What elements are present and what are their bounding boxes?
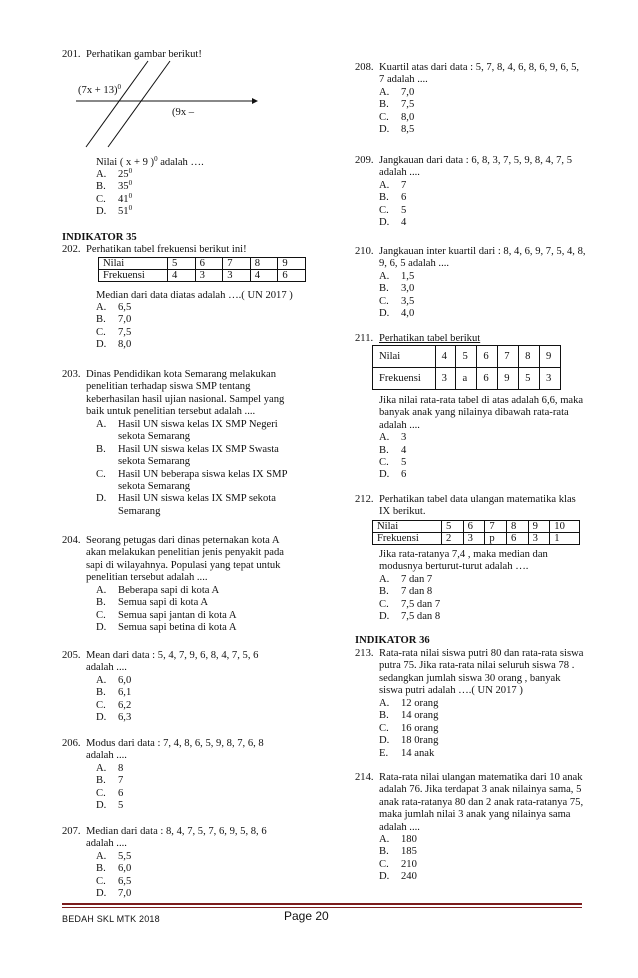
option-d[interactable]: D. 7,5 dan 8 [379,611,441,623]
frequency-table [98,257,306,282]
option-a[interactable]: A. $25^0$ [96,167,133,180]
indikator-heading: INDIKATOR 36 [355,635,430,646]
option-c[interactable]: C. 7,5 [96,326,132,338]
question-line: adalah .... [379,821,420,833]
question-number: 213. [355,648,374,659]
option-a-cont: sekota Semarang [118,431,191,443]
table-row [99,270,306,282]
question-line: Rata-rata nilai ulangan matematika dari 10 anak [379,772,583,783]
table-cell: 3 [223,270,251,282]
question-line: Perhatikan tabel data ulangan matematika klas [379,494,576,505]
table-cell: 9 [528,521,550,533]
table-cell: 3 [540,368,561,390]
question-211 [355,333,605,488]
option-d[interactable]: D. Hasil UN siswa kelas IX SMP sekota [96,493,276,505]
angle-label-1: $(7x + 13)^0$ [78,83,122,96]
option-b[interactable]: B. 7,5 [379,99,415,111]
option-c[interactable]: C. 7,5 dan 7 [379,598,441,610]
question-line: Median dari data : 8, 4, 7, 5, 7, 6, 9, 5, 8, 6 [86,826,267,837]
option-a[interactable]: A. Beberapa sapi di kota A [96,585,220,596]
option-c[interactable]: C. 6,5 [96,875,132,887]
option-b[interactable]: B. 6 [379,192,407,204]
option-b[interactable]: B. 4 [379,444,407,456]
table-cell: 6 [463,521,485,533]
question-204 [62,535,332,640]
table-cell: 1 [550,533,580,545]
option-c[interactable]: C. Hasil UN beberapa siswa kelas IX SMP [96,468,288,480]
table-cell: Nilai [373,346,436,368]
question-line: Kuartil atas dari data : 5, 7, 8, 4, 6, 8, 6, 9, 6, 5, [379,62,580,73]
option-a[interactable]: A. 5,5 [96,851,132,862]
question-number: 207. [62,826,81,837]
table-row [373,521,580,533]
table-cell: 9 [498,368,519,390]
option-d[interactable]: D. 7,0 [96,888,132,900]
table-cell: 8 [250,258,278,270]
table-cell: 8 [506,521,528,533]
table-cell: 7 [498,346,519,368]
option-c[interactable]: C. Semua sapi jantan di kota A [96,609,237,621]
option-e[interactable]: E. 14 anak [379,747,435,759]
option-a[interactable]: A. 7 [379,180,407,191]
option-b[interactable]: B. $35^0$ [96,179,133,193]
question-line: adalah .... [379,419,420,431]
table-cell: 7 [485,521,507,533]
option-d[interactable]: D. 8,5 [379,124,415,136]
question-line: putra 75. Jika rata-rata nilai seluruh siswa 78 . [379,660,575,672]
table-cell: Frekuensi [373,368,436,390]
option-d[interactable]: D. 240 [379,871,417,883]
option-c[interactable]: C. 16 orang [379,722,439,734]
option-c[interactable]: C. 210 [379,858,417,870]
question-210 [355,246,605,326]
question-line: IX berikut. [379,506,426,518]
table-cell: 4 [168,270,196,282]
table-cell: Frekuensi [373,533,442,545]
option-a[interactable]: A. 7,0 [379,87,415,98]
option-c[interactable]: C. 6 [96,787,124,799]
question-number: 203. [62,369,81,380]
question-number: 202. [62,244,81,255]
question-text: Median dari data diatas adalah ….( UN 2017 ) [96,290,293,301]
question-213 [355,648,605,763]
question-line: akan melakukan penelitian jenis penyakit pada [86,547,284,559]
question-line: Jangkauan inter kuartil dari : 8, 4, 6, 9, 7, 5, 4, 8, [379,246,586,257]
question-line: Seorang petugas dari dinas peternakan kota A [86,535,280,546]
question-line: adalah .... [86,662,127,674]
question-number: 209. [355,155,374,166]
option-d[interactable]: D. Semua sapi betina di kota A [96,622,237,634]
table-cell: 6 [195,258,223,270]
option-a[interactable]: A. 3 [379,432,407,444]
indikator-heading: INDIKATOR 35 [62,232,137,243]
question-line: penelitian terhadap siswa SMP tentang [86,381,251,393]
parallel-lines-figure [76,59,276,149]
table-cell: 4 [250,270,278,282]
option-d[interactable]: D. 4,0 [379,308,415,320]
question-201 [62,49,332,229]
table-cell: 6 [506,533,528,545]
angle-label-2: (9x – [172,107,195,118]
question-212 [355,494,605,629]
option-a[interactable]: A. 1,5 [379,271,415,282]
option-d[interactable]: D. 18 0rang [379,735,439,747]
table-cell: 9 [540,346,561,368]
option-a[interactable]: A. 12 orang [379,698,439,709]
option-c[interactable]: C. 5 [379,457,407,469]
question-title: Perhatikan gambar berikut! [86,49,202,60]
option-c[interactable]: C. 3,5 [379,295,415,307]
table-cell: 3 [435,368,456,390]
question-203 [62,369,332,529]
table-row [373,533,580,545]
footer-rule-thin [62,907,582,908]
question-205 [62,650,332,730]
question-line: sapi di wilayahnya. Populasi yang tepat untuk [86,559,281,571]
question-line: baik untuk penelitian tersebut adalah .... [86,406,256,418]
question-line: modusnya berturut-turut adalah …. [379,561,529,573]
question-line: banyak anak yang nilainya dibawah rata-rata [379,407,569,419]
question-209 [355,155,605,235]
question-number: 212. [355,494,374,505]
table-cell: Frekuensi [99,270,168,282]
option-b[interactable]: B. 185 [379,846,417,858]
question-number: 205. [62,650,81,661]
option-d[interactable]: D. 8,0 [96,339,132,351]
question-line: Rata-rata nilai siswa putri 80 dan rata-rata siswa [379,648,584,659]
question-207 [62,826,332,906]
arrow-head [252,98,258,104]
table-cell: p [485,533,507,545]
question-line: Jika nilai rata-rata tabel di atas adalah 6,6, maka [379,395,584,406]
table-cell: a [456,368,477,390]
option-b-cont: sekota Semarang [118,456,191,468]
table-row [373,368,561,390]
option-c[interactable]: C. 6,2 [96,699,132,711]
question-line: 7 adalah .... [379,74,428,86]
question-number: 201. [62,49,81,60]
question-line: sedangkan jumlah siswa 30 orang , banyak [379,672,561,684]
question-line: Modus dari data : 7, 4, 8, 6, 5, 9, 8, 7, 6, 8 [86,738,264,749]
option-b[interactable]: B. 7 [96,775,124,787]
question-line: Mean dari data : 5, 4, 7, 9, 6, 8, 4, 7, 5, 6 [86,650,259,661]
question-line: 9, 6, 5 adalah .... [379,258,450,270]
table-cell: 2 [442,533,464,545]
option-c[interactable]: C. $41^0$ [96,191,133,205]
option-d-cont: Semarang [118,505,161,517]
table-cell: Nilai [373,521,442,533]
option-a[interactable]: A. 180 [379,834,417,845]
question-title: Perhatikan tabel frekuensi berikut ini! [86,244,247,255]
question-line: adalah .... [86,750,127,762]
table-cell: 3 [463,533,485,545]
question-number: 204. [62,535,81,546]
table-cell: 8 [519,346,540,368]
table-row [99,258,306,270]
option-a[interactable]: A. 6,0 [96,675,132,686]
question-number: 208. [355,62,374,73]
question-line: maka jumlah nilai 3 anak yang nilainya sama [379,809,571,821]
table-cell: Nilai [99,258,168,270]
footer-rule [62,903,582,905]
option-b[interactable]: B. Semua sapi di kota A [96,597,209,609]
table-cell: 5 [168,258,196,270]
table-cell: 5 [456,346,477,368]
option-b[interactable]: B. 7,0 [96,314,132,326]
question-202 [62,244,332,354]
question-text: Nilai ( x + 9 )$^0$ adalah …. [96,155,204,168]
question-line: penelitian tersebut adalah .... [86,572,208,584]
option-d[interactable]: D. 6 [379,469,407,481]
frequency-table [372,520,580,545]
option-c-cont: sekota Semarang [118,481,191,493]
table-cell: 6 [477,368,498,390]
question-line: siswa putri adalah ….( UN 2017 ) [379,685,523,697]
option-a[interactable]: A. 6,5 [96,302,132,313]
question-214 [355,772,605,897]
option-d[interactable]: D. 5 [96,800,124,812]
option-c[interactable]: C. 5 [379,204,407,216]
question-line: adalah 76. Jika terdapat 3 anak nilainya sama, 5 [379,784,582,796]
table-row [373,346,561,368]
option-b[interactable]: B. 7 dan 8 [379,586,433,598]
footer-title: BEDAH SKL MTK 2018 [62,914,160,924]
question-206 [62,738,332,818]
question-208 [355,62,605,142]
table-cell: 9 [278,258,306,270]
question-number: 211. [355,333,374,344]
question-number: 210. [355,246,374,257]
question-line: Jika rata-ratanya 7,4 , maka median dan [379,549,548,560]
table-cell: 3 [195,270,223,282]
option-b[interactable]: B. Hasil UN siswa kelas IX SMP Swasta [96,443,279,455]
option-a[interactable]: A. 7 dan 7 [379,573,433,585]
option-b[interactable]: B. 6,1 [96,687,132,699]
question-number: 214. [355,772,374,783]
table-cell: 6 [278,270,306,282]
option-a[interactable]: A. 8 [96,763,124,774]
table-cell: 3 [528,533,550,545]
question-title: Perhatikan tabel berikut [379,333,481,344]
table-cell: 6 [477,346,498,368]
question-line: anak rata-ratanya 80 dan 2 anak rata-ratanya 75, [379,796,584,808]
question-line: keberhasilan hasil ujian nasional. Sampel yang [86,393,285,405]
table-cell: 5 [519,368,540,390]
table-cell: 10 [550,521,580,533]
option-b[interactable]: B. 6,0 [96,863,132,875]
option-d[interactable]: D. 4 [379,217,407,229]
option-b[interactable]: B. 3,0 [379,283,415,295]
option-c[interactable]: C. 8,0 [379,111,415,123]
option-a[interactable]: A. Hasil UN siswa kelas IX SMP Negeri [96,419,278,430]
question-line: Dinas Pendidikan kota Semarang melakukan [86,369,277,380]
table-cell: 5 [442,521,464,533]
option-b[interactable]: B. 14 orang [379,710,439,722]
table-cell: 4 [435,346,456,368]
question-line: Jangkauan dari data : 6, 8, 3, 7, 5, 9, 8, 4, 7, 5 [379,155,573,166]
frequency-table [372,345,561,390]
option-d[interactable]: D. 6,3 [96,712,132,724]
question-line: adalah .... [86,838,127,850]
question-line: adalah .... [379,167,420,179]
option-d[interactable]: D. $51^0$ [96,204,133,218]
page-number: Page 20 [284,909,329,923]
table-cell: 7 [223,258,251,270]
question-number: 206. [62,738,81,749]
